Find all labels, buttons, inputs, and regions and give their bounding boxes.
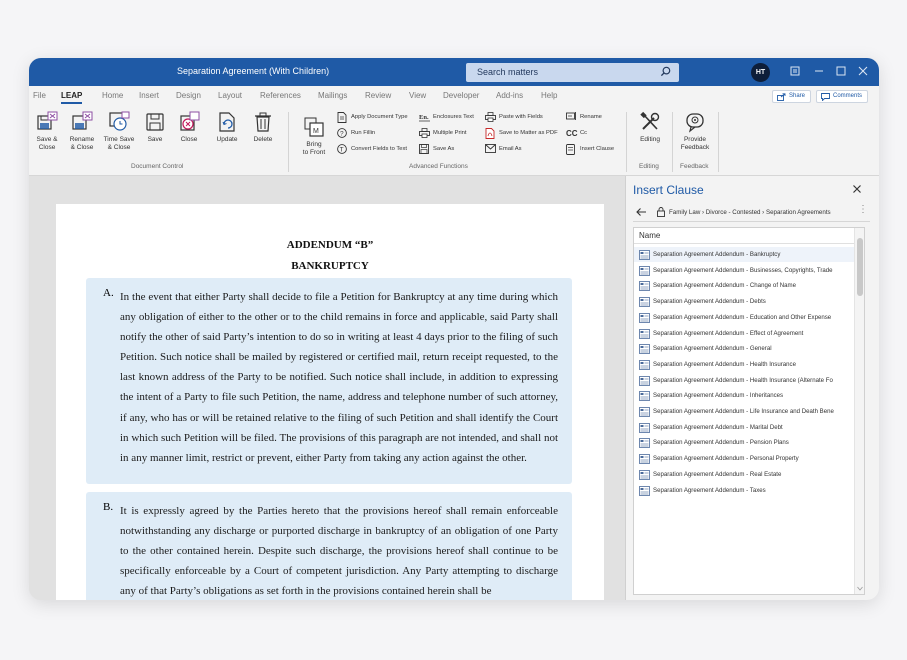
clause-list-item[interactable] (634, 294, 854, 309)
bankruptcy-heading: BANKRUPTCY (291, 260, 369, 272)
feedback-icon (684, 111, 706, 133)
comment-icon (821, 93, 830, 101)
clause-name: Separation Agreement Addendum - Personal Property (653, 455, 799, 463)
clause-list (633, 227, 865, 595)
clause-document-icon (639, 250, 650, 260)
bring-to-front-icon (303, 116, 325, 138)
clause-document-icon (639, 454, 650, 464)
update-button[interactable] (212, 111, 242, 144)
tab-design[interactable]: Design (176, 91, 201, 100)
delete-button[interactable] (250, 111, 276, 144)
bring-to-front-label: Bring to Front (302, 141, 326, 156)
clause-list-item[interactable] (634, 326, 854, 341)
pdf-icon (485, 128, 495, 139)
delete-label: Delete (253, 136, 273, 143)
more-options-icon[interactable]: ⋮ (858, 204, 868, 215)
rename-label: Rename (580, 114, 602, 120)
print-icon (419, 128, 430, 138)
paragraph-letter: B. (103, 501, 114, 513)
name-column-header[interactable]: Name (634, 228, 854, 244)
comments-button[interactable] (816, 90, 868, 103)
clause-document-icon (639, 360, 650, 370)
convert-text-icon (337, 144, 347, 154)
share-icon (777, 93, 786, 101)
save-as-label: Save As (433, 146, 455, 152)
clause-list-item[interactable] (634, 467, 854, 482)
time-save-and-close-label: Time Save & Close (103, 136, 135, 151)
breadcrumb-path[interactable]: Family Law › Divorce - Contested › Separation Agreements (669, 209, 831, 216)
clause-name: Separation Agreement Addendum - Change of Name (653, 282, 796, 290)
comments-label: Comments (833, 93, 863, 99)
save-and-close-label: Save & Close (36, 136, 58, 151)
clause-icon (566, 144, 575, 155)
title-bar (29, 58, 879, 86)
document-page[interactable] (56, 204, 604, 600)
bring-to-front-button[interactable] (296, 116, 332, 157)
clause-list-item[interactable] (634, 278, 854, 293)
tab-file[interactable]: File (33, 91, 46, 100)
clause-name: Separation Agreement Addendum - Life Insurance and Death Bene (653, 408, 834, 415)
ribbon-separator (626, 112, 627, 172)
tab-view[interactable]: View (409, 91, 427, 100)
clause-document-icon (639, 281, 650, 291)
search-icon (660, 66, 671, 77)
save-close-icon (36, 111, 58, 133)
ribbon-separator (718, 112, 719, 172)
clause-list-item[interactable] (634, 373, 854, 388)
clause-document-icon (639, 329, 650, 339)
clause-document-icon (639, 486, 650, 496)
clause-document-icon (639, 391, 650, 401)
svg-text:?: ? (340, 130, 344, 138)
tab-help[interactable]: Help (541, 91, 558, 100)
scrollbar-thumb[interactable] (857, 238, 863, 296)
clause-list-item[interactable] (634, 247, 854, 262)
clause-document-icon (639, 344, 650, 354)
document-area (29, 176, 625, 600)
lock-icon (657, 207, 665, 217)
paragraph-letter: A. (103, 287, 114, 299)
close-window-icon[interactable] (856, 64, 870, 78)
insert-clause-pane (625, 176, 879, 600)
convert-fields-to-text-label: Convert Fields to Text (351, 146, 407, 152)
clause-list-item[interactable] (634, 388, 854, 403)
tab-layout[interactable]: Layout (218, 91, 243, 100)
save-to-matter-as-pdf-label: Save to Matter as PDF (499, 130, 558, 136)
enclosures-icon (419, 112, 431, 122)
clause-list-item[interactable] (634, 263, 854, 278)
time-save-and-close-button[interactable] (99, 111, 139, 152)
rename-and-close-button[interactable] (66, 111, 98, 152)
close-label: Close (180, 136, 198, 143)
clause-name: Separation Agreement Addendum - Taxes (653, 486, 766, 494)
restore-ribbon-icon[interactable] (788, 64, 802, 78)
ribbon-tabs (29, 86, 879, 106)
addendum-heading: ADDENDUM “B” (286, 239, 374, 251)
tools-icon (639, 111, 661, 133)
trash-icon (252, 111, 274, 133)
svg-text:T: T (339, 146, 344, 154)
clause-name: Separation Agreement Addendum - Marital Debt (653, 423, 783, 431)
cc-icon (566, 128, 578, 137)
clock-save-icon (108, 111, 130, 133)
clause-name: Separation Agreement Addendum - Inheritances (653, 392, 784, 400)
clause-paragraph-b[interactable] (86, 492, 572, 600)
ribbon (29, 106, 879, 176)
enclosures-text-label: Enclosures Text (433, 114, 474, 120)
rename-and-close-label: Rename & Close (69, 136, 95, 151)
tab-home[interactable]: Home (102, 91, 124, 100)
save-as-icon (419, 144, 429, 154)
save-button[interactable] (142, 111, 168, 144)
avatar[interactable]: HT (751, 63, 770, 82)
clause-document-icon (639, 407, 650, 417)
tab-review[interactable]: Review (365, 91, 392, 100)
clause-list-item[interactable] (634, 310, 854, 325)
group-label-advanced-functions: Advanced Functions (409, 163, 468, 170)
clause-document-icon (639, 297, 650, 307)
email-as-label: Email As (499, 146, 522, 152)
clause-document-icon (639, 313, 650, 323)
clause-list-item[interactable] (634, 341, 854, 356)
close-button[interactable] (176, 111, 202, 144)
editing-label: Editing (640, 136, 660, 143)
svg-text:CC: CC (566, 129, 578, 137)
update-icon (216, 111, 238, 133)
close-doc-icon (178, 111, 200, 133)
clause-document-icon (639, 266, 650, 276)
clause-name: Separation Agreement Addendum - Real Estate (653, 470, 782, 478)
clause-list-item[interactable] (634, 483, 854, 498)
group-label-document-control: Document Control (131, 163, 184, 170)
tab-insert[interactable]: Insert (139, 91, 160, 100)
clause-name: Separation Agreement Addendum - Pension Plans (653, 439, 789, 447)
provide-feedback-button[interactable] (677, 111, 713, 152)
scroll-down-icon[interactable] (857, 586, 863, 591)
insert-clause-label: Insert Clause (580, 146, 615, 152)
group-label-feedback: Feedback (680, 163, 709, 170)
clause-name: Separation Agreement Addendum - General (653, 345, 772, 353)
editing-button[interactable] (633, 111, 667, 144)
save-icon (144, 111, 166, 133)
svg-text:En.: En. (419, 114, 429, 121)
svg-text:M: M (313, 128, 319, 135)
paragraph-text: In the event that either Party shall decide to file a Petition for Bankruptcy at any time during which any obligation of either to the other or to the child remains in force and applicable, said Party shall notify the other of said Party’s intention to do so in writing at least 4 days prior to the filing of such Petition. Such notice shall be mailed by registered or certified mail, return receipt requested, to the last known address of the Party to be notified. Such notice shall include, in addition to expressing the intent of a Party to file such Petition, the name, address and telephone number of such attorney, if any, who has or will be retained relative to the filing of such Petition and shall identify the Court in which such Petition will be filed. The provisions of this paragraph are not intended, and shall not in any manner limit, restrict or prevent, either Party from taking any action against the other. (120, 291, 558, 464)
clause-document-icon (639, 470, 650, 480)
pane-title: Insert Clause (633, 183, 704, 197)
tab-leap[interactable]: LEAP (61, 91, 82, 104)
clause-document-icon (639, 438, 650, 448)
app-window (29, 58, 879, 600)
window-title: Separation Agreement (With Children) (177, 66, 330, 76)
paste-icon (485, 112, 496, 122)
ribbon-separator (288, 112, 289, 172)
clause-name: Separation Agreement Addendum - Health Insurance (653, 360, 796, 368)
paragraph-text: It is expressly agreed by the Parties hereto that the provisions hereof shall remain enforceable notwithstanding any discharge or purported discharge in bankruptcy of an obligation of one Party to the other contained herein. Despite such discharge, the provisions hereof shall continue to be specifically enforceable by a Court of competent jurisdiction. Any Party attempting to discharge any of that Party’s obligations as set forth in the provisions contained herein shall be (120, 505, 558, 598)
clause-list-item[interactable] (634, 420, 854, 435)
clause-name: Separation Agreement Addendum - Health Insurance (Alternate Fo (653, 376, 833, 384)
minimize-icon[interactable] (812, 64, 826, 78)
clause-list-item[interactable] (634, 357, 854, 372)
update-label: Update (216, 136, 238, 143)
email-icon (485, 144, 496, 153)
multiple-print-label: Multiple Print (433, 130, 467, 136)
clause-list-item[interactable] (634, 451, 854, 466)
search-placeholder: Search matters (477, 67, 539, 77)
back-arrow-icon[interactable] (635, 207, 647, 217)
search-matters-input[interactable] (466, 63, 679, 82)
share-button[interactable] (772, 90, 811, 103)
clause-name: Separation Agreement Addendum - Effect of Agreement (653, 329, 804, 337)
clause-document-icon (639, 376, 650, 386)
rename-close-icon (71, 111, 93, 133)
clause-name: Separation Agreement Addendum - Education and Other Expense (653, 313, 832, 321)
clause-name: Separation Agreement Addendum - Businesses, Copyrights, Trade (653, 266, 833, 274)
clause-name: Separation Agreement Addendum - Debts (653, 298, 766, 306)
save-label: Save (147, 136, 163, 143)
ribbon-separator (672, 112, 673, 172)
clause-list-item[interactable] (634, 404, 854, 419)
rename-icon (566, 112, 577, 120)
save-and-close-button[interactable] (32, 111, 62, 152)
question-icon (337, 128, 347, 138)
clause-paragraph-a[interactable] (86, 278, 572, 484)
tab-references[interactable]: References (260, 91, 301, 100)
breadcrumb (633, 204, 870, 222)
share-label: Share (789, 93, 806, 99)
clause-document-icon (639, 423, 650, 433)
clause-list-item[interactable] (634, 435, 854, 450)
tab-add-ins[interactable]: Add-ins (496, 91, 524, 100)
provide-feedback-label: Provide Feedback (680, 136, 710, 151)
tab-mailings[interactable]: Mailings (318, 91, 348, 100)
cc-label: Cc (580, 130, 588, 136)
paste-with-fields-label: Paste with Fields (499, 114, 543, 120)
tab-developer[interactable]: Developer (443, 91, 480, 100)
list-scrollbar[interactable] (854, 228, 864, 594)
clause-name: Separation Agreement Addendum - Bankruptcy (653, 251, 781, 258)
maximize-icon[interactable] (834, 64, 848, 78)
document-icon (337, 112, 347, 123)
group-label-editing: Editing (639, 163, 659, 170)
apply-document-type-label: Apply Document Type (351, 114, 408, 120)
run-fillin-label: Run Fillin (351, 130, 376, 136)
close-pane-icon[interactable] (852, 184, 862, 194)
